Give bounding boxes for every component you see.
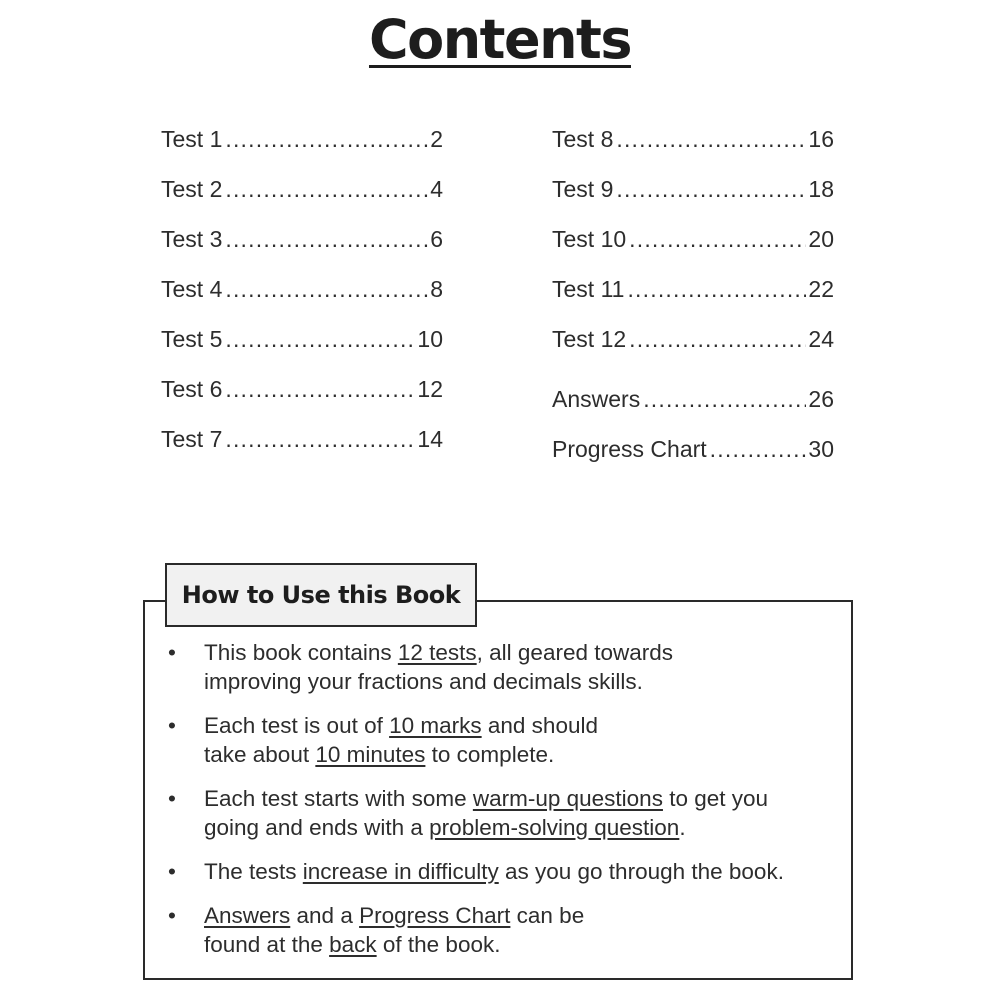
toc-entry[interactable] bbox=[552, 430, 834, 480]
toc-entry[interactable] bbox=[552, 220, 834, 270]
toc-entry[interactable] bbox=[161, 420, 443, 470]
how-to-use-heading: How to Use this Book bbox=[165, 563, 477, 627]
toc-entry-page-number: 20 bbox=[808, 226, 834, 252]
toc-left-column bbox=[161, 120, 443, 470]
page-title bbox=[0, 8, 1000, 71]
toc-dot-leader bbox=[627, 270, 806, 308]
toc-entry[interactable] bbox=[552, 120, 834, 170]
bullet-icon: • bbox=[168, 640, 176, 665]
toc-entry-page-number: 14 bbox=[417, 426, 443, 452]
bullet-line bbox=[204, 638, 673, 667]
text-segment: The tests bbox=[204, 859, 303, 884]
how-to-use-item bbox=[168, 784, 848, 842]
toc-entry-page-number: 12 bbox=[417, 376, 443, 402]
underlined-phrase: increase in difficulty bbox=[302, 859, 499, 884]
how-to-use-item-text bbox=[204, 784, 768, 842]
bullet-line bbox=[204, 784, 768, 813]
bullet-icon: • bbox=[168, 859, 176, 884]
toc-dot-leader bbox=[629, 320, 806, 358]
toc-entry[interactable] bbox=[161, 320, 443, 370]
text-segment: can be bbox=[510, 903, 585, 928]
how-to-use-item bbox=[168, 638, 848, 696]
toc-entry[interactable] bbox=[552, 320, 834, 370]
how-to-use-item bbox=[168, 901, 848, 959]
toc-dot-leader bbox=[616, 120, 806, 158]
toc-right-column bbox=[552, 120, 834, 480]
toc-entry-page-number: 18 bbox=[808, 176, 834, 202]
toc-entry-label: Progress Chart bbox=[552, 436, 707, 462]
text-segment: , all geared towards bbox=[476, 640, 674, 665]
bullet-line bbox=[204, 930, 584, 959]
toc-dot-leader bbox=[225, 120, 428, 158]
bullet-line bbox=[204, 901, 584, 930]
how-to-use-item bbox=[168, 711, 848, 769]
bullet-line bbox=[204, 813, 768, 842]
toc-entry[interactable] bbox=[161, 120, 443, 170]
toc-entry-label: Answers bbox=[552, 386, 641, 412]
toc-entry-page-number: 22 bbox=[808, 276, 834, 302]
toc-entry-label: Test 7 bbox=[161, 426, 223, 452]
toc-dot-leader bbox=[225, 270, 428, 308]
bullet-icon: • bbox=[168, 713, 176, 738]
underlined-phrase: Progress Chart bbox=[359, 903, 511, 928]
text-segment: Each test is out of bbox=[204, 713, 390, 738]
how-to-use-item-text bbox=[204, 638, 673, 696]
underlined-phrase: 10 marks bbox=[389, 713, 482, 738]
text-segment: improving your fractions and decimals skills. bbox=[204, 669, 643, 694]
toc-dot-leader bbox=[629, 220, 806, 258]
toc-entry-page-number: 30 bbox=[808, 436, 834, 462]
toc-dot-leader bbox=[225, 420, 415, 458]
toc-entry-label: Test 11 bbox=[552, 276, 625, 302]
text-segment: take about bbox=[204, 742, 316, 767]
underlined-phrase: problem-solving question bbox=[429, 815, 680, 840]
toc-entry-page-number: 16 bbox=[808, 126, 834, 152]
how-to-use-list bbox=[168, 638, 848, 974]
toc-entry-label: Test 8 bbox=[552, 126, 614, 152]
toc-dot-leader bbox=[225, 320, 415, 358]
toc-entry-label: Test 4 bbox=[161, 276, 223, 302]
toc-entry[interactable] bbox=[552, 380, 834, 430]
toc-entry-page-number: 4 bbox=[430, 176, 443, 202]
toc-dot-leader bbox=[616, 170, 806, 208]
bullet-icon: • bbox=[168, 786, 176, 811]
toc-entry[interactable] bbox=[552, 170, 834, 220]
underlined-phrase: 10 minutes bbox=[315, 742, 426, 767]
how-to-use-item-text bbox=[204, 857, 784, 886]
toc-entry-page-number: 26 bbox=[808, 386, 834, 412]
toc-entry[interactable] bbox=[161, 370, 443, 420]
toc-entry-label: Test 10 bbox=[552, 226, 627, 252]
underlined-phrase: Answers bbox=[204, 903, 291, 928]
toc-entry-page-number: 8 bbox=[430, 276, 443, 302]
text-segment: found at the bbox=[204, 932, 330, 957]
toc-dot-leader bbox=[225, 370, 415, 408]
text-segment: to complete. bbox=[425, 742, 555, 767]
toc-dot-leader bbox=[225, 220, 428, 258]
text-segment: and should bbox=[481, 713, 598, 738]
toc-entry[interactable] bbox=[161, 170, 443, 220]
bullet-line bbox=[204, 667, 673, 696]
text-segment: as you go through the book. bbox=[498, 859, 784, 884]
toc-dot-leader bbox=[225, 170, 428, 208]
text-segment: Each test starts with some bbox=[204, 786, 473, 811]
how-to-use-item-text bbox=[204, 711, 598, 769]
toc-entry-label: Test 3 bbox=[161, 226, 223, 252]
bullet-line bbox=[204, 711, 598, 740]
toc-entry-page-number: 2 bbox=[430, 126, 443, 152]
bullet-line bbox=[204, 740, 598, 769]
text-segment: going and ends with a bbox=[204, 815, 430, 840]
page-title-text: Contents bbox=[368, 8, 631, 71]
toc-entry[interactable] bbox=[161, 220, 443, 270]
toc-entry[interactable] bbox=[552, 270, 834, 320]
underlined-phrase: warm-up questions bbox=[472, 786, 663, 811]
how-to-use-item bbox=[168, 857, 848, 886]
toc-entry-label: Test 1 bbox=[161, 126, 223, 152]
how-to-use-item-text bbox=[204, 901, 584, 959]
toc-entry-label: Test 6 bbox=[161, 376, 223, 402]
underlined-phrase: back bbox=[329, 932, 377, 957]
text-segment: to get you bbox=[662, 786, 769, 811]
toc-entry[interactable] bbox=[161, 270, 443, 320]
text-segment: . bbox=[679, 815, 686, 840]
toc-entry-page-number: 24 bbox=[808, 326, 834, 352]
toc-entry-label: Test 5 bbox=[161, 326, 223, 352]
toc-entry-page-number: 10 bbox=[417, 326, 443, 352]
toc-entry-label: Test 12 bbox=[552, 326, 627, 352]
toc-entry-label: Test 9 bbox=[552, 176, 614, 202]
bullet-icon: • bbox=[168, 903, 176, 928]
underlined-phrase: 12 tests bbox=[397, 640, 477, 665]
text-segment: and a bbox=[290, 903, 360, 928]
toc-dot-leader bbox=[643, 380, 806, 418]
toc-entry-page-number: 6 bbox=[430, 226, 443, 252]
toc-dot-leader bbox=[710, 430, 807, 468]
text-segment: This book contains bbox=[204, 640, 398, 665]
toc-entry-label: Test 2 bbox=[161, 176, 223, 202]
text-segment: of the book. bbox=[376, 932, 501, 957]
bullet-line bbox=[204, 857, 784, 886]
